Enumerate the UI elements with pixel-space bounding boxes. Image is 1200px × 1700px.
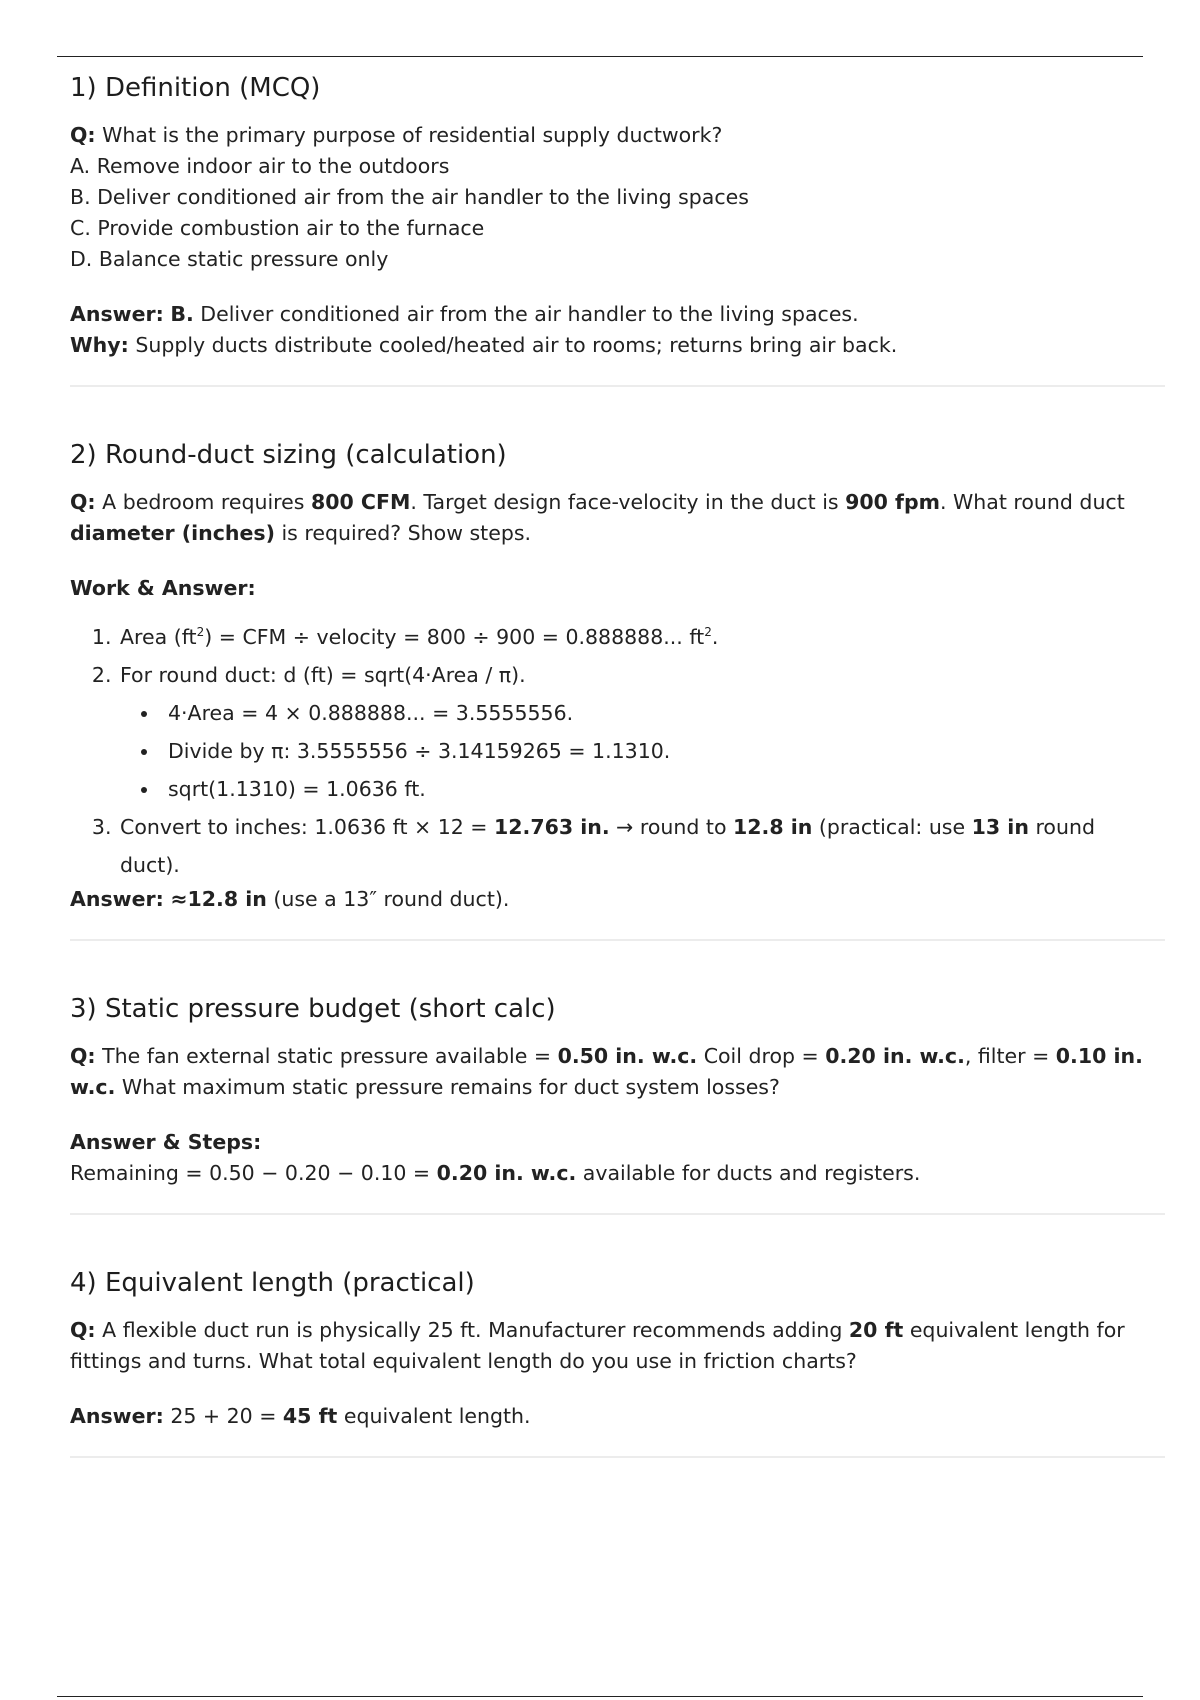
- step-3: 3. Convert to inches: 1.0636 ft × 12 = 12.763 in. → round to 12.8 in (practical: use 13 in round duct).: [118, 808, 1160, 884]
- answer: Answer: ≈12.8 in (use a 13″ round duct).: [70, 887, 510, 911]
- sub-steps: [120, 694, 1160, 808]
- work-label: Work & Answer:: [70, 576, 256, 600]
- why: Why: Supply ducts distribute cooled/heated air to rooms; returns bring air back.: [70, 333, 898, 357]
- section-divider: [70, 1456, 1165, 1458]
- question: Q: A flexible duct run is physically 25 ft. Manufacturer recommends adding 20 ft equivalent length for fittings and turns. What total equivalent length do you use in friction charts?: [70, 1318, 1125, 1373]
- section-definition-mcq: [70, 70, 1160, 361]
- question: Q: What is the primary purpose of residential supply ductwork?: [70, 123, 723, 147]
- section-static-pressure-budget: [70, 991, 1160, 1189]
- sub-step: • 4·Area = 4 × 0.888888... = 3.5555556.: [160, 694, 1160, 732]
- section-divider: [70, 1213, 1165, 1215]
- section-title: 2) Round-duct sizing (calculation): [70, 440, 507, 470]
- section-divider: [70, 385, 1165, 387]
- step-2: 2. For round duct: d (ft) = sqrt(4·Area / π). • 4·Area = 4 × 0.888888... = 3.5555556. • Divide by π: 3.5555556 ÷ 3.14159265 = 1.1310. • sqrt(1.1310) = 1.0636 ft.: [118, 656, 1160, 808]
- section-equivalent-length: [70, 1265, 1160, 1432]
- bottom-rule: [57, 1696, 1143, 1697]
- section-round-duct-sizing: [70, 437, 1160, 915]
- sub-step: • Divide by π: 3.5555556 ÷ 3.14159265 = 1.1310.: [160, 732, 1160, 770]
- answer: Remaining = 0.50 − 0.20 − 0.10 = 0.20 in. w.c. available for ducts and registers.: [70, 1161, 921, 1185]
- top-rule: [57, 56, 1143, 57]
- sub-step: • sqrt(1.1310) = 1.0636 ft.: [160, 770, 1160, 808]
- answer: Answer: B. Deliver conditioned air from the air handler to the living spaces.: [70, 302, 859, 326]
- section-title: 1) Definition (MCQ): [70, 73, 321, 103]
- option-c: C. Provide combustion air to the furnace: [70, 216, 485, 240]
- section-title: 4) Equivalent length (practical): [70, 1268, 475, 1298]
- answer: Answer: 25 + 20 = 45 ft equivalent length.: [70, 1404, 531, 1428]
- calculation-steps: [70, 618, 1160, 884]
- question: Q: The fan external static pressure available = 0.50 in. w.c. Coil drop = 0.20 in. w.c., filter = 0.10 in. w.c. What maximum static pressure remains for duct system losses?: [70, 1044, 1143, 1099]
- section-title: 3) Static pressure budget (short calc): [70, 994, 556, 1024]
- document-body: [70, 70, 1160, 1508]
- question: Q: A bedroom requires 800 CFM. Target design face-velocity in the duct is 900 fpm. What round duct diameter (inches) is required? Show steps.: [70, 490, 1125, 545]
- option-a: A. Remove indoor air to the outdoors: [70, 154, 450, 178]
- option-d: D. Balance static pressure only: [70, 247, 389, 271]
- answer-label: Answer & Steps:: [70, 1130, 262, 1154]
- option-b: B. Deliver conditioned air from the air handler to the living spaces: [70, 185, 749, 209]
- section-divider: [70, 939, 1165, 941]
- step-1: 1. Area $(ft^2)$ = CFM ÷ velocity = 800 ÷ 900 = 0.888888... $ft^2$.: [118, 618, 1160, 656]
